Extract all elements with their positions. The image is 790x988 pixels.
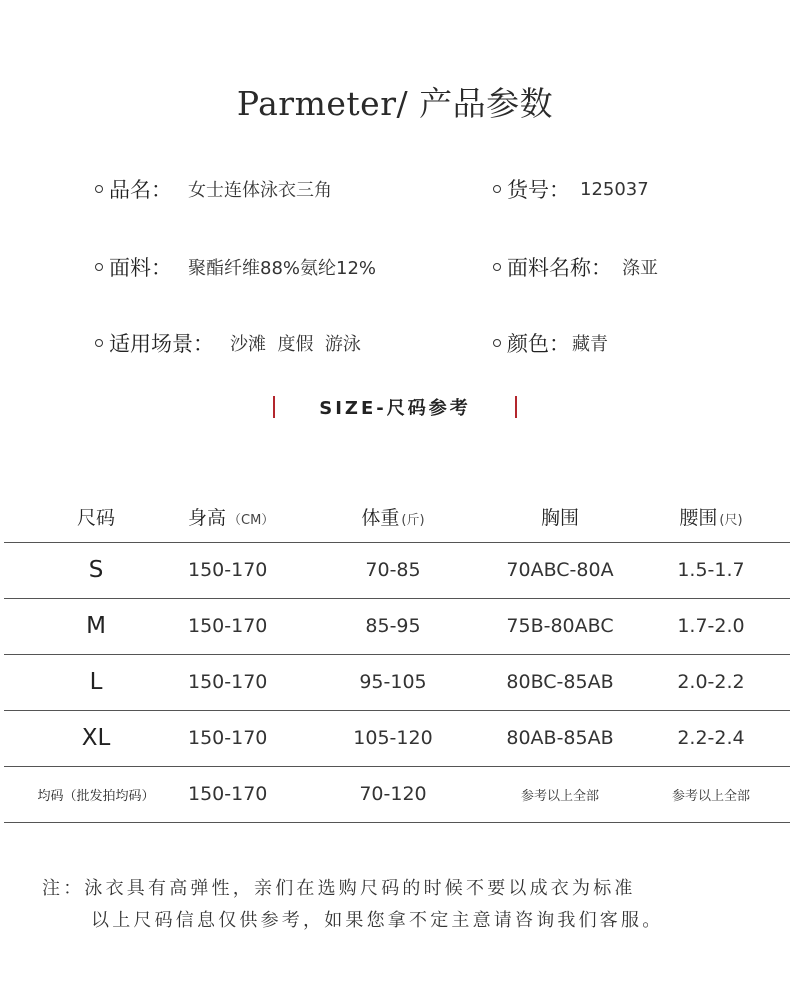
note-line-1: 注：泳衣具有高弹性，亲们在选购尺码的时候不要以成衣为标准 xyxy=(42,878,636,899)
spec-label: 适用场景： xyxy=(109,332,214,356)
cell-height: 150-170 xyxy=(188,542,298,598)
cell-bust: 70ABC-80A xyxy=(488,542,632,598)
table-row xyxy=(4,710,790,766)
spec-label: 面料： xyxy=(109,256,172,280)
table-header-row xyxy=(4,492,790,542)
cell-height: 150-170 xyxy=(188,766,298,822)
header-bust: 胸围 xyxy=(488,492,632,542)
bullet-circle-icon xyxy=(95,263,103,271)
bullet-circle-icon xyxy=(95,339,103,347)
spec-label: 品名： xyxy=(109,178,172,202)
cell-weight: 70-85 xyxy=(298,542,488,598)
header-size: 尺码 xyxy=(4,492,188,542)
bullet-circle-icon xyxy=(493,263,501,271)
cell-weight: 105-120 xyxy=(298,710,488,766)
spec-label: 面料名称： xyxy=(507,256,612,280)
cell-weight: 85-95 xyxy=(298,598,488,654)
cell-waist: 2.2-2.4 xyxy=(632,710,790,766)
cell-height: 150-170 xyxy=(188,598,298,654)
header-height: 身高 （CM） xyxy=(188,492,298,542)
cell-size: M xyxy=(4,598,188,654)
page-title: Parmeter/ 产品参数 xyxy=(236,84,554,123)
spec-value: 女士连体泳衣三角 xyxy=(188,180,332,201)
bullet-circle-icon xyxy=(493,185,501,193)
size-note xyxy=(42,873,663,937)
table-row xyxy=(4,654,790,710)
cell-weight: 95-105 xyxy=(298,654,488,710)
spec-label: 颜色： xyxy=(507,332,570,356)
note-line-2: 以上尺码信息仅供参考，如果您拿不定主意请咨询我们客服。 xyxy=(91,910,664,931)
cell-waist: 参考以上全部 xyxy=(632,766,790,822)
cell-size: 均码（批发拍均码） xyxy=(4,766,188,822)
cell-bust: 75B-80ABC xyxy=(488,598,632,654)
size-table xyxy=(4,492,790,823)
cell-height: 150-170 xyxy=(188,654,298,710)
spec-value: 125037 xyxy=(580,178,649,200)
size-heading-text: SIZE-尺码参考 xyxy=(319,398,471,419)
header-weight: 体重 (斤) xyxy=(298,492,488,542)
spec-product-name xyxy=(95,175,332,203)
spec-color xyxy=(493,329,608,357)
bullet-circle-icon xyxy=(493,339,501,347)
divider-bar-right xyxy=(515,396,517,418)
cell-weight: 70-120 xyxy=(298,766,488,822)
table-row xyxy=(4,598,790,654)
table-row xyxy=(4,766,790,822)
bullet-circle-icon xyxy=(95,185,103,193)
divider-bar-left xyxy=(273,396,275,418)
cell-waist: 1.5-1.7 xyxy=(632,542,790,598)
cell-height: 150-170 xyxy=(188,710,298,766)
spec-value: 聚酯纤维88%氨纶12% xyxy=(188,258,377,279)
cell-bust: 参考以上全部 xyxy=(488,766,632,822)
cell-waist: 1.7-2.0 xyxy=(632,598,790,654)
spec-label: 货号： xyxy=(507,178,570,202)
cell-size: S xyxy=(4,542,188,598)
spec-fabric xyxy=(95,253,376,281)
spec-fabric-name xyxy=(493,253,658,281)
cell-bust: 80AB-85AB xyxy=(488,710,632,766)
spec-scene xyxy=(95,329,361,357)
spec-value: 涤亚 xyxy=(622,258,658,279)
header-waist: 腰围 (尺) xyxy=(632,492,790,542)
cell-size: L xyxy=(4,654,188,710)
table-row xyxy=(4,542,790,598)
spec-value: 沙滩 度假 游泳 xyxy=(230,334,361,355)
spec-item-no xyxy=(493,175,649,203)
cell-bust: 80BC-85AB xyxy=(488,654,632,710)
cell-size: XL xyxy=(4,710,188,766)
size-section-heading xyxy=(0,392,790,422)
cell-waist: 2.0-2.2 xyxy=(632,654,790,710)
spec-value: 藏青 xyxy=(572,334,608,355)
